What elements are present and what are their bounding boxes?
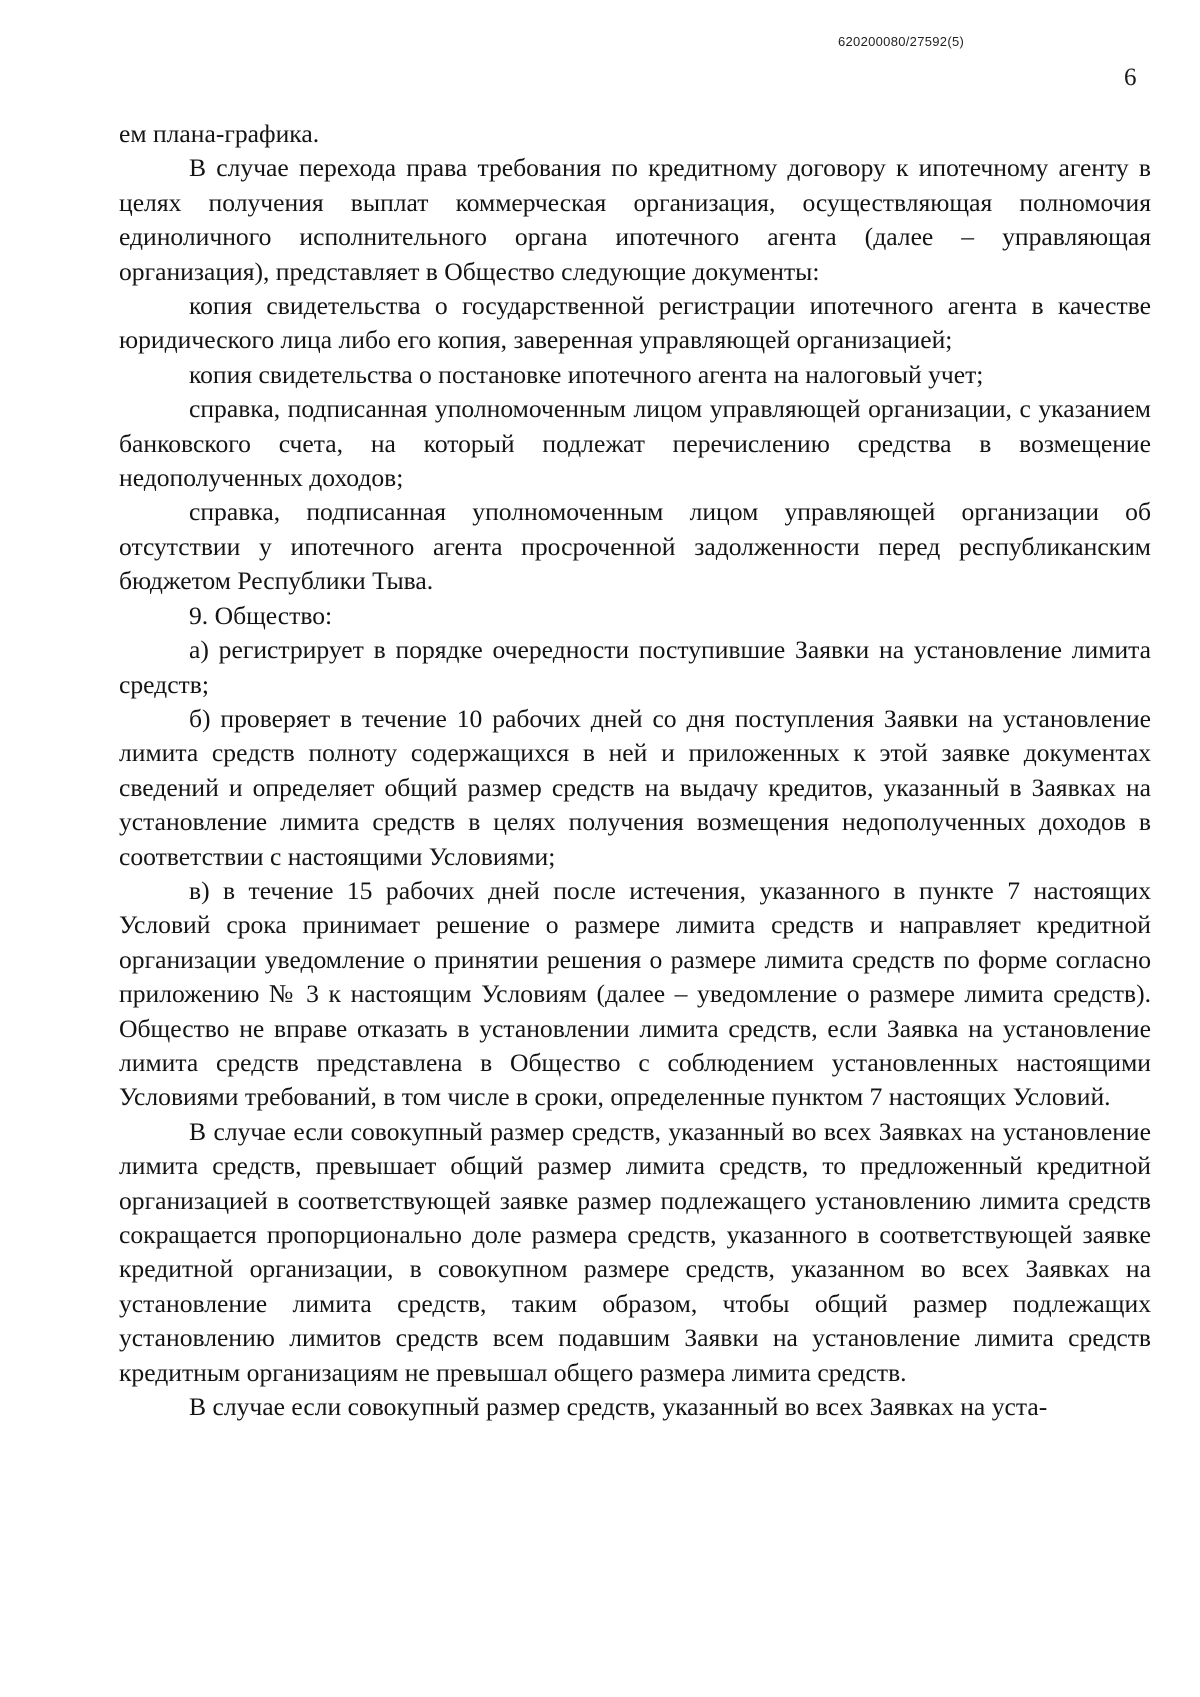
paragraph-item-v: в) в течение 15 рабочих дней после истечения, указанного в пункте 7 настоящих Условий срока принимает решение о размере лимита средств и направляет кредитной организации уведомление о принятии решения о размере лимита средств по форме согласно приложению № 3 к настоящим Условиям (далее – уведомление о размере лимита средств). Общество не вправе отказать в установлении лимита средств, если Заявка на установление лимита средств представлена в Общество с соблюдением установленных настоящими Условиями требований, в том числе в сроки, определенные пунктом 7 настоящих Условий. xyxy=(119,875,1151,1112)
document-body xyxy=(119,117,1151,1424)
paragraph-no-debt-certificate: справка, подписанная уполномоченным лицом управляющей организации об отсутствии у ипотечного агента просроченной задолженности перед республиканским бюджетом Республики Тыва. xyxy=(119,497,1151,596)
paragraph-transfer-of-rights: В случае перехода права требования по кредитному договору к ипотечному агенту в целях получения выплат коммерческая организация, осуществляющая полномочия единоличного исполнительного органа ипотечного агента (далее – управляющая организация), представляет в Общество следующие документы: xyxy=(119,153,1151,286)
paragraph-proportional-reduction: В случае если совокупный размер средств, указанный во всех Заявках на установление лимита средств, превышает общий размер лимита средств, то предложенный кредитной организацией в соответствующей заявке размер подлежащего установлению лимита средств сокращается пропорционально доле размера средств, указанного в соответствующей заявке кредитной организации, в совокупном размере средств, указанном во всех Заявках на установление лимита средств, таким образом, чтобы общий размер подлежащих установлению лимитов средств всем подавшим Заявки на установление лимита средств кредитным организациям не превышал общего размера лимита средств. xyxy=(119,1116,1151,1387)
paragraph-tax-certificate: копия свидетельства о постановке ипотечного агента на налоговый учет; xyxy=(189,359,984,389)
paragraph-bank-account-certificate: справка, подписанная уполномоченным лицом управляющей организации, с указанием банковского счета, на который подлежат перечислению средства в возмещение недополученных доходов; xyxy=(119,394,1151,493)
paragraph-item-b: б) проверяет в течение 10 рабочих дней со дня поступления Заявки на установление лимита средств полноту содержащихся в ней и приложенных к этой заявке документах сведений и определяет общий размер средств на выдачу кредитов, указанный в Заявках на установление лимита средств в целях получения возмещения недополученных доходов в соответствии с настоящими Условиями; xyxy=(119,703,1151,871)
paragraph-continuation: ем плана-графика. xyxy=(119,119,320,148)
paragraph-section-9-heading: 9. Общество: xyxy=(189,600,333,630)
paragraph-item-a: а) регистрирует в порядке очередности поступившие Заявки на установление лимита средств; xyxy=(119,635,1151,699)
paragraph-registration-certificate: копия свидетельства о государственной регистрации ипотечного агента в качестве юридического лица либо его копия, заверенная управляющей организацией; xyxy=(119,291,1151,355)
page-number: 6 xyxy=(1124,64,1137,91)
paragraph-continued: В случае если совокупный размер средств, указанный во всех Заявках на уста- xyxy=(189,1392,1048,1422)
document-id: 620200080/27592(5) xyxy=(838,34,965,49)
